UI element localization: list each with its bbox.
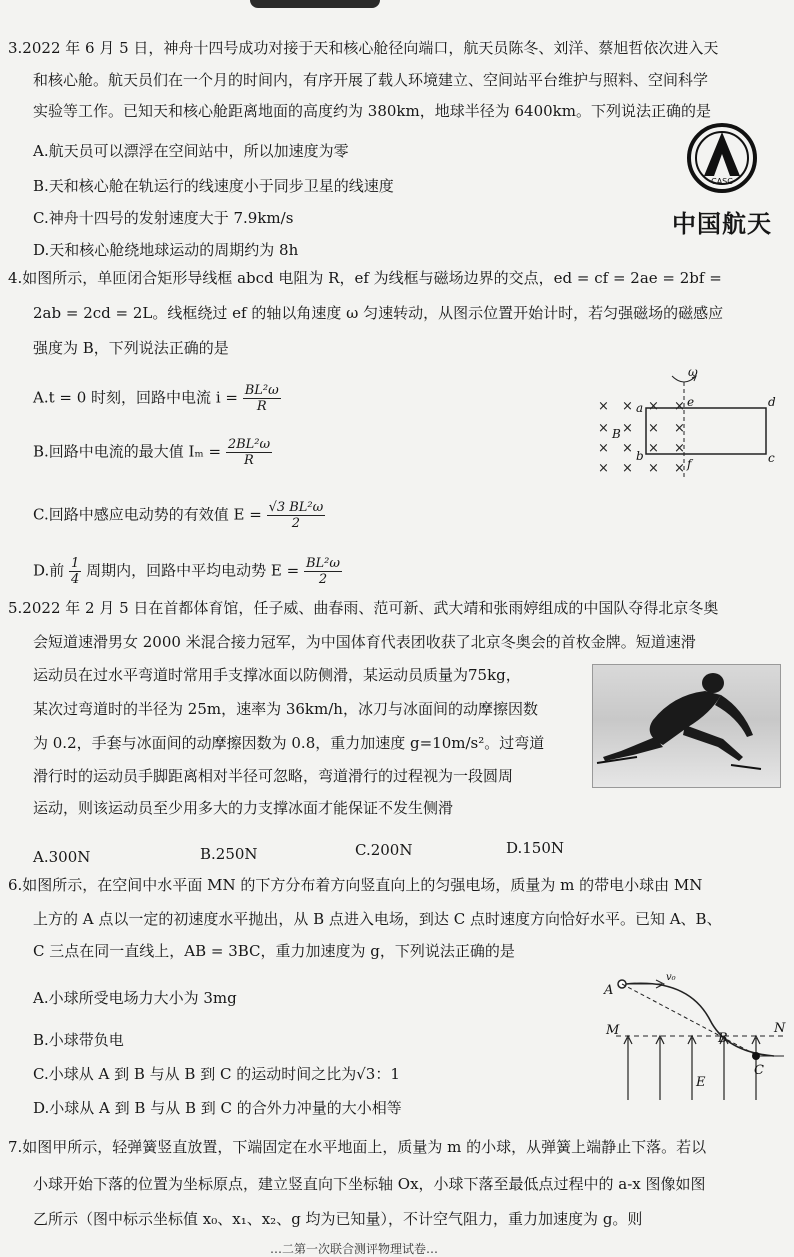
q4-option-d-pre: D.前	[33, 561, 65, 580]
svg-text:×: ×	[648, 399, 659, 414]
q4-b-num: 2BL²ω	[227, 437, 271, 452]
q5-line-1: 5.2022 年 2 月 5 日在首都体育馆，任子威、曲春雨、范可新、武大靖和张雨婷组成的中国队夺得北京冬奥	[8, 599, 719, 617]
q4-omega-label: ω	[688, 365, 698, 379]
q4-b-den: R	[244, 453, 254, 468]
svg-text:×: ×	[648, 421, 659, 436]
q5-line-7: 运动，则该运动员至少用多大的力支撑冰面才能保证不发生侧滑	[33, 799, 454, 817]
q6-line-3: C 三点在同一直线上，AB = 3BC，重力加速度为 g，下列说法正确的是	[33, 942, 515, 960]
q4-d-fden: 4	[71, 572, 80, 587]
q4-line-3: 强度为 B，下列说法正确的是	[33, 339, 229, 357]
q4-label-a: a	[636, 401, 644, 415]
q6-label-m: M	[606, 1023, 620, 1038]
q5-line-6: 滑行时的运动员手脚距离相对半径可忽略，弯道滑行的过程视为一段圆周	[33, 767, 514, 785]
top-edge-smudge	[250, 0, 380, 8]
q6-field-diagram	[598, 968, 790, 1108]
q3-line-2: 和核心舱。航天员们在一个月的时间内，有序开展了载人环境建立、空间站平台维护与照料、空间科学	[33, 71, 709, 89]
svg-text:×: ×	[622, 399, 633, 414]
q6-option-a: A.小球所受电场力大小为 3mg	[33, 989, 237, 1007]
q4-option-b	[33, 437, 272, 468]
q6-label-n: N	[774, 1021, 786, 1036]
svg-text:×: ×	[674, 441, 685, 456]
q3-option-a: A.航天员可以漂浮在空间站中，所以加速度为零	[33, 142, 349, 160]
casc-logo-text: 中国航天	[672, 210, 772, 238]
q4-option-a	[33, 383, 281, 414]
q3-option-b: B.天和核心舱在轨运行的线速度小于同步卫星的线速度	[33, 177, 394, 195]
q6-line-2: 上方的 A 点以一定的初速度水平抛出，从 B 点进入电场，到达 C 点时速度方向恰好水平。已知 A、B、	[33, 910, 722, 928]
q3-line-1: 3.2022 年 6 月 5 日，神舟十四号成功对接于天和核心舱径向端口，航天员陈冬、刘洋、蔡旭哲依次进入天	[8, 39, 719, 57]
q5-line-4: 某次过弯道时的半径为 25m，速率为 36km/h，冰刀与冰面间的动摩擦因数	[33, 700, 538, 718]
q5-option-b: B.250N	[200, 845, 258, 863]
q4-label-d: d	[768, 395, 776, 409]
q4-option-c-text: C.回路中感应电动势的有效值 E =	[33, 505, 262, 524]
q4-option-b-fraction	[226, 437, 272, 468]
speed-skater-photo	[592, 664, 781, 788]
q6-label-v0: v₀	[666, 972, 676, 983]
q4-c-den: 2	[291, 516, 301, 531]
svg-text:×: ×	[598, 441, 609, 456]
page-footer: …二第一次联合测评物理试卷…	[270, 1242, 439, 1256]
q7-line-1: 7.如图甲所示，轻弹簧竖直放置，下端固定在水平地面上，质量为 m 的小球，从弹簧上端静止下落。若以	[8, 1138, 707, 1156]
q4-line-1: 4.如图所示，单匝闭合矩形导线框 abcd 电阻为 R，ef 为线框与磁场边界的交点，ed = cf = 2ae = 2bf =	[8, 269, 722, 287]
svg-text:×: ×	[622, 461, 633, 476]
q6-label-c: C	[754, 1063, 764, 1078]
svg-text:×: ×	[598, 421, 609, 436]
q4-label-b: b	[636, 449, 644, 463]
q7-line-3: 乙所示（图中标示坐标值 x₀、x₁、x₂、g 均为已知量），不计空气阻力，重力加速度为 g。则	[33, 1210, 643, 1228]
q4-d-num: BL²ω	[305, 556, 340, 571]
svg-text:×: ×	[648, 441, 659, 456]
q4-option-c-fraction	[267, 500, 326, 531]
q4-a-den: R	[256, 399, 267, 414]
q4-option-d-mid: 周期内，回路中平均电动势 E =	[86, 561, 300, 580]
svg-text:×: ×	[648, 461, 659, 476]
casc-abbr: CASC	[711, 177, 733, 186]
q4-option-d-quarter	[69, 556, 81, 587]
q5-option-d: D.150N	[506, 839, 565, 857]
svg-text:×: ×	[598, 461, 609, 476]
q4-a-num: BL²ω	[244, 383, 279, 398]
q6-option-d: D.小球从 A 到 B 与从 B 到 C 的合外力冲量的大小相等	[33, 1099, 402, 1117]
q3-option-d: D.天和核心舱绕地球运动的周期约为 8h	[33, 241, 299, 259]
q4-option-a-fraction	[243, 383, 281, 414]
skater-silhouette	[593, 665, 780, 787]
q6-option-b: B.小球带负电	[33, 1031, 124, 1049]
q4-label-field-b: B	[612, 427, 621, 441]
q7-line-2: 小球开始下落的位置为坐标原点，建立竖直向下坐标轴 Ox，小球下落至最低点过程中的 a-x 图像如图	[33, 1175, 706, 1193]
svg-text:×: ×	[674, 421, 685, 436]
q5-line-2: 会短道速滑男女 2000 米混合接力冠军，为中国体育代表团收获了北京冬奥会的首枚金牌。短道速滑	[33, 633, 696, 651]
q5-line-3: 运动员在过水平弯道时常用手支撑冰面以防侧滑，某运动员质量为75kg，	[33, 666, 521, 684]
q4-option-a-text: A.t = 0 时刻，回路中电流 i =	[33, 388, 238, 407]
q5-option-a: A.300N	[33, 848, 91, 866]
q6-label-e: E	[696, 1075, 706, 1090]
q3-line-3: 实验等工作。已知天和核心舱距离地面的高度约为 380km，地球半径为 6400km。下列说法正确的是	[33, 102, 711, 120]
svg-text:×: ×	[674, 461, 685, 476]
q6-option-c: C.小球从 A 到 B 与从 B 到 C 的运动时间之比为√3：1	[33, 1065, 400, 1083]
q4-c-num: √3 BL²ω	[268, 500, 324, 515]
svg-text:×: ×	[622, 441, 633, 456]
q4-option-c	[33, 500, 325, 531]
q6-label-b: B	[718, 1031, 728, 1046]
q5-option-c: C.200N	[355, 841, 413, 859]
q6-line-1: 6.如图所示，在空间中水平面 MN 的下方分布着方向竖直向上的匀强电场，质量为 m 的带电小球由 MN	[8, 876, 703, 894]
q4-label-c: c	[768, 451, 775, 465]
q4-line-2: 2ab = 2cd = 2L。线框绕过 ef 的轴以角速度 ω 匀速转动，从图示位置开始计时，若匀强磁场的磁感应	[33, 304, 724, 322]
svg-text:×: ×	[598, 399, 609, 414]
q4-option-d	[33, 556, 342, 587]
q4-label-f: f	[687, 457, 692, 471]
q4-option-b-text: B.回路中电流的最大值 Iₘ =	[33, 442, 222, 461]
q4-loop-diagram	[590, 360, 790, 480]
q3-option-c: C.神舟十四号的发射速度大于 7.9km/s	[33, 209, 294, 227]
q4-d-den: 2	[318, 572, 328, 587]
q4-option-d-fraction	[304, 556, 342, 587]
q6-label-a: A	[604, 983, 614, 998]
q4-d-fnum: 1	[71, 556, 80, 571]
q5-line-5: 为 0.2，手套与冰面间的动摩擦因数为 0.8，重力加速度 g=10m/s²。过弯道	[33, 734, 545, 752]
svg-text:×: ×	[674, 399, 685, 414]
svg-text:×: ×	[622, 421, 633, 436]
q4-label-e: e	[687, 395, 695, 409]
